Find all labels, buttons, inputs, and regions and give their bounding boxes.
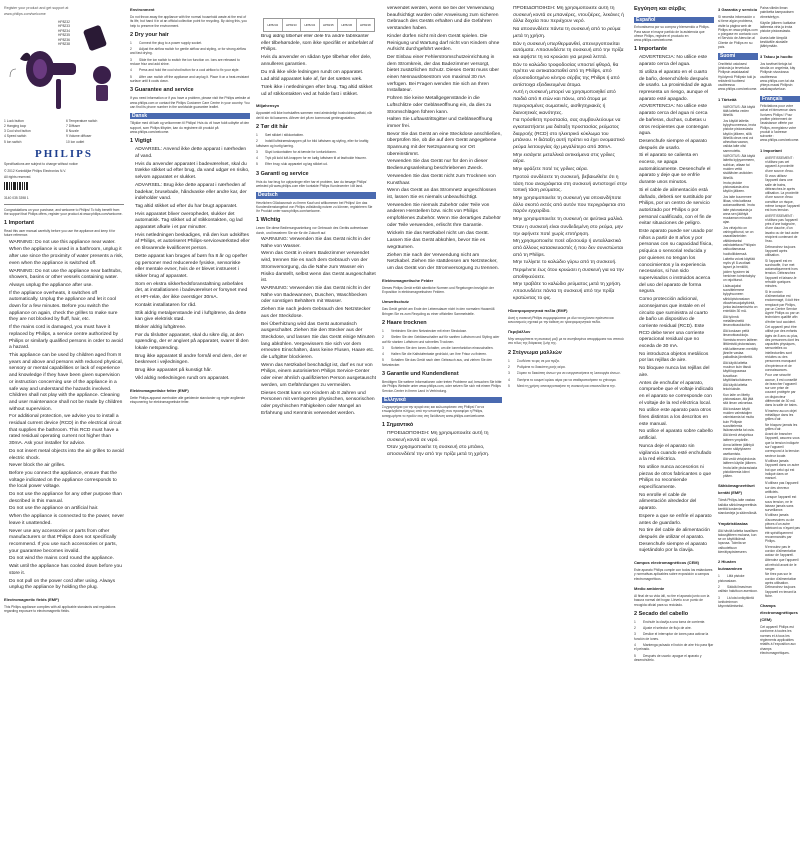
- step: 2 Ρυθμίστε το διακόπτη ροής αέρα.: [508, 365, 566, 370]
- list-item: • Älä koskaan peitä ilmanottoaukkoja.: [723, 329, 758, 338]
- section-title: 1 Tärkeää: [718, 96, 737, 102]
- list-item: • If the mains cord is damaged, you must have it replaced by Philips, a service centre authorized by Philips or similarly qualified persons in order to avoid a hazard.: [9, 325, 124, 352]
- list-item: • Μη χρησιμοποιείτε ποτέ αξεσουάρ ή ανταλλακτικά από άλλους κατασκευαστές ή που δεν συνιστώνται από τη Philips.: [513, 239, 628, 259]
- list-item: • Για πρόσθετη προστασία, σας συμβουλεύουμε να εγκαταστήσετε μια διάταξη προστασίας ρεύματος διαρροής (RCD) στο ηλεκτρικό κύκλωμα του μπάνιου. Η διάταξη αυτή πρέπει να έχει ονομαστικό ρεύμα λειτουργίας όχι μεγαλύτερο από 30mA.: [513, 118, 628, 152]
- list-item: • Brug ikke apparatet på kunstigt hår.: [135, 368, 250, 375]
- section-title: 2 Στέγνωμα μαλλιών: [508, 349, 562, 356]
- list-item: • Hvis netledningen beskadiges, må den kun udskiftes af Philips, et autoriseret Philips-serviceværksted eller en tilsvarende kvalificeret person.: [135, 233, 250, 253]
- column-4: [382, 6, 502, 845]
- list-item: • Μην χρησιμοποιείτε τη συσκευή για οποιονδήποτε άλλο σκοπό εκτός από αυτόν που περιγράφεται στο παρόν εγχειρίδιο.: [513, 196, 628, 216]
- emf-text: Dieses Philips Gerät erfüllt sämtliche Normen und Regelungen bezüglich der Exposition in elektromagnetischen Feldern.: [382, 285, 494, 295]
- emf-text: Dette Philips-apparat overholder alle gældende standarder og regler angående eksponering for elektromagnetiske felter.: [130, 395, 246, 404]
- section-title: 2 Dry your hair: [130, 31, 169, 38]
- step: 4 Press and hold the cool shot button for a cool airflow to fix your style.: [130, 68, 240, 73]
- list-item: • Anna laitteen jäähtyä ennen säilytykseen asettamista.: [723, 443, 758, 456]
- section-title: 2 Haare trocknen: [382, 319, 427, 326]
- list-item: • Do not insert metal objects into the air grilles to avoid electric shock.: [9, 449, 124, 462]
- section-title: 2 Secado del cabello: [634, 610, 689, 617]
- spanish-intro: Enhorabuena por su compra y bienvenido a Philips. Para sacar el mayor partido de la asistencia que ofrece Philips, registre el producto en www.philips.com/welcome.: [634, 25, 710, 43]
- list-item: • Να αποσυνδέετε πάντα τη συσκευή από το ρεύμα μετά τη χρήση.: [513, 27, 628, 40]
- step: 2 Ajuste el selector de flujo de aire.: [634, 626, 692, 631]
- step: Käytön jälkeen: katkaise laitteesta virta ja irrota pistoke pistorasiasta.: [760, 20, 796, 34]
- section-title: 2 Hiusten kuivaaminen: [718, 559, 743, 572]
- step: 4 Πατήστε το κουμπί κρύου αέρα για να σταθεροποιήσετε το χτένισμα.: [508, 377, 617, 382]
- list-item: • Verwenden Sie das Gerät nicht zum Trocknen von Kunsthaar.: [387, 174, 502, 187]
- section-title: Ympäristöasiaa: [718, 520, 748, 526]
- list-item: • Si el aparato se calienta en exceso, se apaga automáticamente. Desenchufe el aparato y deje que se enfríe durante unos minutos.: [639, 153, 714, 187]
- list-item: • Führen Sie keine Metallgegenstände in die Luftschlitze oder Gebläseöffnung ein, da dies zu Stromschlägen führen kann.: [387, 96, 502, 116]
- model-cell: HP8238: [359, 23, 371, 27]
- section-title: 1 Important: [760, 147, 782, 153]
- list-item: • N'utilisez jamais d'accessoires ou de pièces d'un autre fabricant ou n'ayant pas été spécifiquement recommandés par Philips.: [765, 513, 800, 543]
- list-item: • Αυτή η συσκευή μπορεί να χρησιμοποιηθεί από παιδιά από 8 ετών και πάνω, από άτομα με περιορισμένες σωματικές, αισθητηριακές ή διανοητικές ικανότητες.: [513, 90, 628, 117]
- list-item: • Εάν το καλώδιο τροφοδοσίας υποστεί φθορά, θα πρέπει να αντικατασταθεί από τη Philips, από εξουσιοδοτημένο κέντρο σέρβις της Philips ή από αντίστοιχα εξειδικευμένα άτομα.: [513, 63, 628, 90]
- list-item: • When the appliance is used in a bathroom, unplug it after use since the proximity of water presents a risk, even when the appliance is switched off.: [9, 247, 124, 267]
- section-title: Περιβάλλον: [508, 329, 531, 335]
- step: 2 Adjust the airflow switch for gentle airflow and styling, or for strong airflow and fast drying.: [130, 47, 247, 56]
- section-title: 1 Important: [4, 220, 34, 227]
- list-item: • Træk ikke i netledningen efter brug. Tag altid stikket ud af stikkontakten ved at holde fast i stikket.: [261, 85, 376, 98]
- list-item: • ADVARSEL: Anvend ikke dette apparat i nærheden af vand.: [135, 147, 250, 160]
- list-item: • Μην τραβάτε το καλώδιο ρεύματος μετά τη χρήση. Αποσυνδέετε πάντα τη συσκευή από την πρίζα κρατώντας το φις.: [513, 282, 628, 302]
- list-item: • Si le cordon d'alimentation est endommagé, il doit être remplacé par Philips, par un Centre Service Agréé Philips ou par un technicien qualifié afin d'éviter tout accident.: [765, 290, 800, 324]
- list-item: • Brug aldrig tilbehør eller dele fra andre fabrikanter eller tilbehørsdele, som ikke specifikt er anbefalet af Philips.: [261, 34, 376, 54]
- legend-item: 8 Nozzle: [66, 129, 79, 134]
- wichtig-intro: Lesen Sie diese Bedienungsanleitung vor Gebrauch des Geräts aufmerksam durch, und bewahren Sie sie für die Zukunft auf.: [256, 226, 369, 235]
- language-header: Español: [634, 17, 714, 23]
- emf-text: Tämä Philips-laite vastaa kaikkia sähkömagneettisia kenttiä koskevia standardeja ja säännöksiä.: [718, 498, 758, 516]
- emf-text: Cet appareil Philips est conforme à toutes les normes et à tous les règlements applicables relatifs à l'exposition aux champs électromagnétiques.: [760, 625, 796, 655]
- column-2: [130, 6, 250, 845]
- list-item: • Espere a que se enfríe el aparato antes de guardarlo.: [639, 514, 714, 527]
- list-item: • Ziehen Sie nach der Verwendung nicht am Netzkabel. Ziehen Sie stattdessen am Netzstecker, um das Gerät von der Stromversorgung zu trennen.: [387, 253, 502, 273]
- section-title: Elektromagnetiske felter (EMF): [130, 387, 189, 393]
- environment-text: Älä hävitä laitetta tavallisen talousjätteen mukana, kun se on käyttöikänsä lopussa. Toimita se valtuutettuun kierrätyspisteeseen.: [718, 528, 758, 555]
- list-item: • Der Einbau einer Fehlerstromschutzeinrichtung in dem Stromkreis, der das Badezimmer versorgt, bietet zusätzlichen Schutz. Dieses Gerät muss über einen Nennauslösestrom von maximal 30 mA verfügen. Bei Fragen wenden Sie sich an Ihren Installateur.: [387, 55, 502, 95]
- list-item: • Wenn das Gerät in einem Badezimmer verwendet wird, trennen Sie es nach dem Gebrauch von der Stromversorgung, da die Nähe zum Wasser ein Risiko darstellt, selbst wenn das Gerät ausgeschaltet ist.: [261, 251, 376, 285]
- model-icon-strip: [263, 18, 375, 32]
- list-item: • No utilice el aparato sobre cabello artificial.: [639, 429, 714, 442]
- philips-logo: PHILIPS: [34, 148, 93, 161]
- miljo-text: Apparatet må ikke bortskaffes sammen med almindeligt husholdningsaffald, når det til sin tid kasseres. Aflever det på en kommunal genbrugsstation.: [256, 111, 373, 120]
- english-intro: Congratulations on your purchase, and welcome to Philips! To fully benefit from the support that Philips offers, register your product at www.philips.com/welcome.: [4, 207, 123, 216]
- legend-item: 1 Lock button: [4, 118, 24, 123]
- list-item: • Irrota pistoke pistorasiasta aina käytön jälkeen.: [723, 181, 758, 194]
- dansk-cont-list: [256, 34, 376, 98]
- list-item: • Som en ekstra sikkerhedsforanstaltning anbefales det, at installationen i badeværelset er forsynet med et HFI-relæ, der ikke overstiger 30mA.: [135, 282, 250, 302]
- list-item: • Εάν η συσκευή υπερθερμανθεί, απενεργοποιείται αυτόματα. Αποσυνδέστε τη συσκευή από την πρίζα και αφήστε τη να κρυώσει για μερικά λεπτά.: [513, 42, 628, 62]
- list-item: • Si el cable de alimentación está dañado, deberá ser sustituido por Philips, por un centro de servicio autorizado por Philips o por personal cualificado, con el fin de evitar situaciones de peligro.: [639, 188, 714, 228]
- step: 1 Enchufe la clavija a una toma de corriente.: [634, 619, 706, 624]
- list-item: • Älä kierrä virtajohtoa laitteen ympärille.: [723, 433, 758, 442]
- list-item: • Όταν χρησιμοποιείτε τη συσκευή στο μπάνιο, αποσυνδέετέ την από την πρίζα μετά τη χρήση.: [387, 445, 502, 458]
- product-code: 3140 035 3398 1: [4, 196, 29, 201]
- section-title: Sähkömagneettiset kentät (EMF): [718, 483, 755, 496]
- step: 5 After use: switch off the appliance and unplug it. Place it on a heat-resistant surface until it cools down.: [130, 74, 249, 83]
- step: 5 Schalten Sie das Gerät nach dem Gebrauch aus, und ziehen Sie den Netzstecker.: [382, 358, 492, 367]
- language-header: Français: [760, 96, 800, 102]
- section-title: Ηλεκτρομαγνητικά πεδία (EMF): [508, 307, 568, 313]
- section-title: 2 Tør dit hår: [256, 123, 288, 130]
- list-item: • If the appliance overheats, it switches off automatically. Unplug the appliance and let it cool down for a few minutes. Before you switch the appliance on again, check the grilles to make sure they are not blocked by fluff, hair, etc.: [9, 291, 124, 325]
- model-cell: HP8235: [320, 19, 339, 31]
- list-item: • Verwenden Sie niemals Zubehör oder Teile von anderen Herstellern bzw. nicht von Philips empfohlenes Zubehör. Wenn Sie derartiges Zubehör oder Teile verwenden, erlischt Ihre Garantie.: [387, 203, 502, 230]
- section-title: Champs électromagnétiques (CEM): [760, 603, 798, 623]
- list-item: • Lad altid apparatet køle af, før det sættes væk.: [261, 77, 376, 84]
- important-list: [4, 240, 124, 592]
- list-item: • For additional protection, we advise you to install a residual current device (RCD) in the electrical circuit that supplies the bathroom. This RCD must have a rated residual operating current not higher than 30mA. Ask your installer for advice.: [9, 414, 124, 448]
- list-item: • WARNING: Do not use this appliance near water.: [9, 240, 124, 247]
- list-item: • Attendez que l'appareil ait refroidi avant de le ranger.: [765, 558, 800, 571]
- list-item: • Ne bloquez jamais les grilles d'air.: [765, 423, 800, 432]
- list-item: • Älä työnnä metalliesineitä ilmanottoaukkoihin.: [723, 315, 758, 328]
- step: 4 Mantenga pulsado el botón de aire frío para fijar el peinado.: [634, 643, 714, 652]
- list-item: • Do not pull on the power cord after using. Always unplug the appliance by holding the plug.: [9, 579, 124, 592]
- list-item: • ADVARSEL: Brug ikke dette apparat i nærheden af badekar, brusebade, håndvaske eller andre kar, der indeholder vand.: [135, 183, 250, 203]
- list-item: • N'insérez aucun objet métallique dans les grilles d'air.: [765, 409, 800, 422]
- step: 5 Después de usarlo: apague el aparato y desenchúfelo.: [634, 653, 702, 662]
- list-item: • Antes de enchufar el aparato, compruebe que el voltaje indicado en el aparato se corresponde con el voltaje de la red eléctrica local.: [639, 381, 714, 408]
- step: 5 Μετά τη χρήση: απενεργοποιήστε τη συσκευή και αποσυνδέστε την.: [508, 383, 616, 388]
- model: HP8238: [58, 42, 70, 47]
- deutsch-cont-list: [382, 6, 502, 273]
- list-item: • Este aparato puede ser usado por niños a partir de 8 años y por personas con su capacidad física, psíquica o sensorial reducida y por quienes no tengan los conocimientos y la experiencia necesarios, si han sido supervisados o instruidos acerca del uso del aparato de forma segura.: [639, 229, 714, 296]
- list-item: • Kun laite on liitetty pistorasiaan, älä jätä sitä ilman valvontaa.: [723, 393, 758, 406]
- step: 1 Συνδέστε το φις σε μια πρίζα.: [508, 358, 560, 363]
- emf-text: Este aparato Philips cumple con todos los estándares y normativas aplicables sobre exposición a campos electromagnéticos.: [634, 568, 713, 581]
- step: Paina viileän ilman painiketta kampauksen viimeistelyyn.: [760, 6, 794, 19]
- finnish-intro: Onnittelut ostoksesi johdosta ja tervetuloa Philipsin asiakkaaksi! Hyödynnä Philipsin tuki ja rekisteröi tuotteesi osoitteessa www.philips.com/welcome.: [718, 61, 758, 92]
- list-item: • Wickeln Sie das Netzkabel nicht um das Gerät.: [387, 231, 502, 238]
- model-cell: HP8236: [338, 19, 357, 31]
- language-header: Suomi: [718, 53, 758, 59]
- step: 3 Skyd ionkontakten for at tænde for ionfunktionen.: [256, 149, 337, 154]
- important-intro: Read this user manual carefully before you use the appliance and keep it for future reference.: [4, 229, 116, 238]
- list-item: • Ziehen Sie nach jedem Gebrauch den Netzstecker aus der Steckdose.: [261, 307, 376, 320]
- list-item: • ADVERTENCIA: No utilice este aparato cerca del agua ni cerca de bañeras, duchas, cubetas u otros recipientes que contengan agua.: [639, 104, 714, 138]
- list-item: • Vikl aldrig netledningen rundt om apparatet.: [135, 376, 250, 383]
- language-header: Dansk: [130, 113, 250, 119]
- list-item: • Lisäsuojaksi suosittelemme kylpyhuoneen sähköpistorasiaan vikavirtasuojakytkintä, jonka laukeamisvirta on enintään 30 mA.: [723, 284, 758, 314]
- list-item: • WARNUNG: Verwenden Sie das Gerät nicht in der Nähe von Wasser.: [261, 237, 376, 250]
- language-header: Ελληνικά: [382, 397, 502, 403]
- section-title: Campos electromagnéticos (CEM): [634, 560, 699, 566]
- step: 4 Halten Sie die Kaltstufentaste gedrückt, um Ihre Frisur zu fixieren.: [382, 352, 488, 357]
- list-item: • Μην εισάγετε μεταλλικά αντικείμενα στις γρίλιες αέρα.: [513, 153, 628, 166]
- list-item: • Stik aldrig metalgenstande ind i luftgitrene, da dette kan give elektrisk stød.: [135, 311, 250, 324]
- list-item: • Kinder dürfen nicht mit dem Gerät spielen. Die Reinigung und Wartung darf nicht von Kindern ohne Aufsicht durchgeführt werden.: [387, 34, 502, 54]
- umwelt-text: Das Gerät gehört am Ende der Lebensdauer nicht in den normalen Hausmüll. Bringen Sie es zum Recycling zu einer offiziellen Sammelstelle.: [382, 307, 496, 316]
- section-title: Environment: [130, 7, 155, 12]
- list-item: • Lorsque l'appareil est sous tension, ne le laissez jamais sans surveillance.: [765, 495, 800, 512]
- model-cell: HP8232: [264, 19, 283, 31]
- list-item: • Jos laite kuumenee liikaa, virta katkeaa automaattisesti. Irrota laite pistorasiasta ja anna sen jäähtyä muutaman minuutin ajan.: [723, 195, 758, 225]
- column-3: [256, 34, 376, 845]
- legend-item: 10 Ion outlet: [66, 139, 85, 144]
- step: 2 Stellen Sie den Gebläseschalter auf für sanften Luftstrom und Styling oder auf für starken Luftstrom und schnelles Trocknen.: [382, 335, 500, 344]
- list-item: • AVERTISSEMENT : n'utilisez pas l'appareil près d'une baignoire, d'une douche, d'un lavabo ou de tout autre récipient contenant de l'eau.: [765, 214, 800, 244]
- list-item: • Μην τυλίγετε το καλώδιο γύρω από τη συσκευή.: [513, 260, 628, 267]
- list-item: • Desenchufe siempre el aparato después de usarlo.: [639, 139, 714, 152]
- list-item: • Älä käytä laitetta muuhun kuin tässä käyttöoppaassa kuvattuun käyttötarkoitukseen.: [723, 361, 758, 382]
- model-cell: HP8234: [301, 19, 320, 31]
- section-title: Miljøhensyn: [256, 103, 280, 109]
- list-item: • Älä vedä virtajohdosta laitteen käytön jälkeen. Irrota laite pistorasiasta pistokkeesta kiinni pitäen.: [723, 457, 758, 478]
- section-title: Elektromagnetische Felder: [382, 277, 434, 283]
- model: HP8232: [58, 20, 70, 24]
- copyright: © 2012 Koninklijke Philips Electronics N.V.: [4, 168, 67, 173]
- list-item: • Lassen Sie das Gerät abkühlen, bevor Sie es wegräumen.: [387, 238, 502, 251]
- list-item: • Cet appareil peut être utilisé par des enfants âgés de 8 ans ou plus, des personnes dont les capacités physiques, sensorielles ou intellectuelles sont réduites ou des personnes manquant d'expérience et de connaissances.: [765, 325, 800, 372]
- language-header: Deutsch: [256, 192, 376, 198]
- legend-item: 6 Temperature switch: [66, 118, 98, 123]
- list-item: • Bei Überhitzung wird das Gerät automatisch ausgeschaltet. Ziehen Sie den Stecker aus der Steckdose, und lassen Sie das Gerät einige Minuten lang abkühlen. Vergewissern Sie sich vor dem erneuten Einschalten, dass keine Flusen, Haare etc. die Luftgitter blockieren.: [261, 322, 376, 362]
- list-item: • Wenn das Gerät an das Stromnetz angeschlossen ist, lassen Sie es niemals unbeaufsichtigt.: [387, 188, 502, 201]
- step: 1 Verbinden Sie den Netzstecker mit einer Steckdose.: [382, 328, 468, 333]
- garanti-text: Hvis du har brug for oplysninger eller har et problem, kan du besøge Philips' websted på www.philips.com eller kontakte Philips Kundecenter i dit land.: [256, 179, 367, 188]
- section-title: Electromagnetic fields (EMF): [4, 596, 59, 602]
- list-item: • Dieses Gerät kann von Kindern ab 8 Jahren und Personen mit verringerten physischen, sensorischen oder psychischen Fähigkeiten oder Mangel an Erfahrung und Kenntnis verwendet werden.: [261, 391, 376, 418]
- list-item: • No enrolle el cable de alimentación alrededor del aparato.: [639, 493, 714, 513]
- list-item: • N'utilisez jamais l'appareil dans un autre but que celui qui est indiqué dans ce manuel.: [765, 459, 800, 480]
- spec-note: Specifications are subject to change without notice: [4, 162, 78, 167]
- list-item: • Kontakt installatøren for råd.: [135, 303, 250, 310]
- step: 4 Tryk på kold luft-knappen for en kølig luftstrøm til at fastholde frisuren.: [256, 156, 367, 161]
- list-item: • Always unplug the appliance after use.: [9, 283, 124, 290]
- step: 5 Efter brug: sluk apparatet og tag stikket ud.: [256, 162, 328, 167]
- list-item: • No utilice nunca accesorios ni piezas de otros fabricantes o que Philips no recomiende específicamente.: [639, 465, 714, 492]
- step: 2 Indstil luftstrømsknappen på for blid luftstrøm og styling, eller for kraftig luftstrøm og hurtig tørring.: [256, 139, 369, 148]
- list-item: • Μην χρησιμοποιείτε τη συσκευή σε ψεύτικα μαλλιά.: [513, 217, 628, 224]
- column-8: [760, 6, 800, 845]
- section-title: 3 Guarantee and service: [130, 87, 194, 94]
- step: Aseta laite lämpöä kestävälle alustalle jäähtymään.: [760, 35, 788, 49]
- spanish-list: [634, 55, 714, 555]
- section-title: 3 Garanti og service: [256, 170, 309, 177]
- list-item: • Προτού συνδέσετε τη συσκευή, βεβαιωθείτε ότι η τάση που αναγράφεται στη συσκευή αντιστοιχεί στην τοπική τάση ρεύματος.: [513, 175, 628, 195]
- greek-list: [382, 431, 502, 459]
- section-title: Medio ambiente: [634, 586, 665, 591]
- section-title: 3 Garantía y servicio: [718, 7, 758, 12]
- list-item: • Si utiliza el aparato en el cuarto de baño, desenchúfelo después de usarlo. La proximidad de agua representa un riesgo, aunque el aparato esté apagado.: [639, 70, 714, 104]
- list-item: • This appliance can be used by children aged from 8 years and above and persons with reduced physical, sensory or mental capabilities or lack of experience and knowledge if they have been given supervision or instruction concerning use of the appliance in a safe way and understand the hazards involved. Children shall not play with the appliance. Cleaning and user maintenance shall not be made by children without supervision.: [9, 353, 124, 413]
- list-item: • Never use any accessories or parts from other manufacturers or that Philips does not specifically recommend. If you use such accessories or parts, your guarantee becomes invalid.: [9, 529, 124, 556]
- greek-intro: Συγχαρητήρια για την αγορά σας και καλωσορίσατε στη Philips! Για να επωφεληθείτε πλήρως από την υποστήριξη που προσφέρει η Philips, καταχωρήστε το προϊόν σας στη διεύθυνση www.philips.com/welcome.: [382, 405, 486, 418]
- list-item: • N'enroulez pas le cordon d'alimentation autour de l'appareil.: [765, 545, 800, 558]
- garantie-text: Benötigen Sie weitere Informationen oder treten Probleme auf, besuchen Sie bitte die Philips Website unter www.philips.com, oder setzen Sie sich mit einem Philips Service-Center in Ihrem Land in Verbindung.: [382, 379, 502, 393]
- list-item: • No bloquee nunca las rejillas del aire.: [639, 366, 714, 379]
- list-item: • Laitetta voivat käyttää myös yli 8-vuotiaat lapset ja henkilöt, joiden fyysinen tai henkinen toimintakyky on rajoittunut.: [723, 257, 758, 283]
- list-item: • Avant de brancher l'appareil, assurez-vous que la tension indiquée sur l'appareil correspond à la tension secteur locale.: [765, 432, 800, 458]
- list-item: • verwendet werden, wenn sie bei der Verwendung beaufsichtigt wurden oder Anweisung zum sicheren Gebrauch des Geräts erhalten und die Gefahren verstanden haben.: [387, 6, 502, 33]
- list-item: • Como protección adicional, aconsejamos que instale en el circuito que suministra al cuarto de baño un dispositivo de corriente residual (RCD). Este RCD debe tener una corriente operacional residual que no exceda de 30 mA.: [639, 297, 714, 351]
- finnish-list: [718, 105, 758, 479]
- section-title: 1 Vigtigt: [130, 138, 152, 145]
- greek-cont-list: [508, 6, 628, 303]
- list-item: • AVERTISSEMENT : n'utilisez pas cet appareil à proximité d'une source d'eau.: [765, 156, 800, 173]
- divider: [4, 204, 124, 205]
- list-item: • ADVERTENCIA: No utilice este aparato cerca del agua.: [639, 55, 714, 68]
- model: HP8236: [58, 37, 70, 42]
- rights: All rights reserved.: [4, 174, 32, 179]
- list-item: • Tag altid stikket ud efter du har brugt apparatet.: [135, 204, 250, 211]
- list-item: • Bevor Sie das Gerät an eine Steckdose anschließen, überprüfen Sie, ob die auf dem Gerät angegebene Spannung mit der Netzspannung vor Ort übereinstimmt.: [387, 132, 502, 159]
- legend-item: 9 Volume diffuser: [66, 134, 92, 139]
- step: 3 Slide the ion switch to switch the ion function on. Ions are released to reduce frizz and add shine.: [130, 57, 240, 67]
- column-1: [4, 6, 124, 845]
- emf-text: This Philips appliance complies with all applicable standards and regulations regarding exposure to electromagnetic fields.: [4, 604, 116, 614]
- section-title: Εγγύηση και σέρβις: [634, 6, 686, 12]
- list-item: • Do not wind the mains cord round the appliance.: [9, 556, 124, 563]
- list-item: • No tire del cable de alimentación después de utilizar el aparato. Desenchufe siempre el aparato sujetándolo por la clavija.: [639, 528, 714, 555]
- legend-item: 4 Speed switch: [4, 134, 27, 139]
- list-item: • Verwenden Sie das Gerät nur für den in dieser Bedienungsanleitung beschriebenen Zweck.: [387, 159, 502, 172]
- section-title: Umweltschutz: [382, 299, 409, 305]
- list-item: • Hvis apparatet bliver overophedet, slukker det automatisk. Tag stikket ud af stikkontakten, og lad apparatet afkøle i et par minutter.: [135, 212, 250, 232]
- legend-item: 3 Cool shot button: [4, 129, 31, 134]
- section-title: 1 Σημαντικό: [382, 422, 414, 429]
- list-item: • Wait until the appliance has cooled down before you store it.: [9, 564, 124, 577]
- list-item: • Si vous utilisez l'appareil dans une salle de bains, débranchez-le après utilisation. La proximité d'une source d'eau constitue un risque, même lorsque l'appareil est hors tension.: [765, 174, 800, 213]
- hair-dryer-illustration: [4, 19, 124, 111]
- french-intro: Félicitations pour votre achat et bienvenue dans l'univers Philips ! Pour profiter pleinement de l'assistance offerte par Philips, enregistrez votre produit à l'adresse suivante : www.philips.com/welcome.: [760, 104, 800, 143]
- list-item: • Nunca deje el aparato sin vigilancia cuando esté enchufado a la red eléctrica.: [639, 444, 714, 464]
- list-item: • Hvis du anvender en sådan type tilbehør eller dele, annulleres garantien.: [261, 55, 376, 68]
- column-7: [718, 6, 758, 845]
- dansk-intro: Tillykke med dit køb og velkommen til Philips! Hvis du vil have fuldt udbytte af den support, som Philips tilbyder, kan du registrere dit produkt på www.philips.com/welcome.: [130, 121, 250, 135]
- list-item: • Never block the air grilles.: [9, 463, 124, 470]
- list-item: • Before you connect the appliance, ensure that the voltage indicated on the appliance corresponds to the local power voltage.: [9, 471, 124, 491]
- environment-text: Do not throw away the appliance with the normal household waste at the end of its life, but hand it in at an official collection point for recycling. By doing this, you help to preserve the environment.: [130, 15, 247, 28]
- guarantee-text: If you need information or if you have a problem, please visit the Philips website at www.philips.com or contact the Philips Customer Care Centre in your country. You can find its phone number in the worldwide guarantee leaflet.: [130, 96, 250, 109]
- list-item: • N'utilisez pas l'appareil sur des cheveux artificiels.: [765, 481, 800, 494]
- list-item: • Si l'appareil est en surchauffe, il se met automatiquement hors tension. Débranchez l'appareil et laissez-le refroidir quelques minutes.: [765, 259, 800, 289]
- model: HP8234: [58, 28, 70, 33]
- section-title: 3 Garantie und Kundendienst: [382, 370, 459, 377]
- list-item: • Hvis du anvender apparatet i badeværelset, skal du trække stikket ud efter brug, da vand udgør en risiko, selvom apparatet er slukket.: [135, 162, 250, 182]
- list-item: • Jos virtajohto on vahingoittunut, se on vaaratilanteiden välttämiseksi vaihdatettava Philipsin valtuuttamassa huoltoliikkeessä.: [723, 226, 758, 256]
- list-item: • Bloker aldrig luftgitrene.: [135, 325, 250, 332]
- list-item: • ΠΡΟΕΙΔΟΠΟΙΗΣΗ: Μη χρησιμοποιείτε αυτή τη συσκευή κοντά σε μπανιέρες, ντουζιέρες, λεκάνες ή άλλα δοχεία που περιέχουν νερό.: [513, 6, 628, 26]
- emf-text: Αυτή η συσκευή Philips συμμορφώνεται με όλα τα ισχύοντα πρότυπα και κανονισμούς σχετικά με την έκθεση σε ηλεκτρομαγνητικά πεδία.: [508, 315, 614, 324]
- section-title: 1 Wichtig: [256, 217, 281, 224]
- list-item: • When the appliance is connected to the power, never leave it unattended.: [9, 514, 124, 527]
- list-item: • No introduzca objetos metálicos por las rejillas de aire.: [639, 352, 714, 365]
- model: HP8235: [58, 33, 70, 38]
- step: 1 Sæt stikket i stikkontakten.: [256, 132, 305, 137]
- list-item: • Brug ikke apparatet til andre formål end dem, der er beskrevet i vejledningen.: [135, 354, 250, 367]
- list-item: • ΠΡΟΕΙΔΟΠΟΙΗΣΗ: Μη χρησιμοποιείτε αυτή τη συσκευή κοντά σε νερό.: [387, 431, 502, 444]
- wichtig-list: [256, 237, 376, 417]
- step: 3 Σύρετε το διακόπτη ιόντων για να ενεργοποιήσετε τη λειτουργία ιόντων.: [508, 371, 621, 376]
- list-item: • Pour une sécurité accrue, il est conseillé de brancher l'appareil sur une prise de courant protégée par un disjoncteur différentiel de 30 mA dans la salle de bains.: [765, 373, 800, 407]
- list-item: • Wenn das Netzkabel beschädigt ist, darf es nur von Philips, einem autorisierten Philips Service-Center oder einer ähnlich qualifizierten Person ausgetauscht werden, um Gefährdungen zu vermeiden.: [261, 363, 376, 390]
- section-title: 3 Takuu ja huolto: [760, 53, 793, 59]
- section-title: 1 Importante: [634, 46, 668, 53]
- vigtigt-list: [130, 147, 250, 382]
- list-item: • Halten Sie Luftaustrittsgitter und Gebläseöffnung immer frei.: [387, 117, 502, 130]
- parts-legend: [4, 119, 124, 144]
- list-item: • Do not use the appliance for any other purpose than described in this manual.: [9, 492, 124, 505]
- list-item: • Før du tilslutter apparatet, skal du sikre dig, at den spænding, der er angivet på apparatet, svarer til den lokale netspænding.: [135, 333, 250, 353]
- list-item: • Älä käytä laitetta tekohiuksiin.: [723, 383, 758, 392]
- step: 2 Säädä ilmavirran valitsin haluttuun asentoon.: [718, 584, 758, 594]
- legend-item: 7 Diffuser: [66, 123, 81, 128]
- garantia-text: Si necesita información o si tiene algún problema, visite la página web de Philips en www.philips.com o póngase en contacto con el Servicio de Atención al Cliente de Philips en su país.: [718, 15, 758, 50]
- column-6: [634, 6, 714, 845]
- list-item: • Περιμένετε έως ότου κρυώσει η συσκευή για να την αποθηκεύσετε.: [513, 268, 628, 281]
- list-item: • WARNING: Do not use the appliance near bathtubs, showers, basins or other vessels containing water.: [9, 269, 124, 282]
- list-item: • Du må ikke vikle ledningen rundt om apparatet.: [261, 70, 376, 77]
- barcode-graphic: [4, 182, 124, 190]
- list-item: • Μην φράζετε ποτέ τις γρίλιες αέρα.: [513, 167, 628, 174]
- column-5: [508, 6, 628, 845]
- model-cell: HP8233: [283, 19, 302, 31]
- step: 1 Connect the plug to a power supply socket.: [130, 40, 203, 45]
- list-item: • Älä koskaan käytä muiden valmistajien valmistamia tai muita kuin Philipsin suosittelemia lisävarusteita tai osia.: [723, 407, 758, 433]
- list-item: • Jos käytät laitetta kylpyhuoneessa, irrota pistoke pistorasiasta käytön jälkeen, sillä lähellä oleva vesi voi aiheuttaa vaaran, vaikka laite olisi sammutettu.: [723, 119, 758, 153]
- model: HP8233: [58, 24, 70, 29]
- environment-text: Μην απορρίπτετε τη συσκευή μαζί με τα συνηθισμένα απορρίμματα του σπιτιού στο τέλος της διάρκειας ζωής της.: [508, 337, 624, 346]
- list-item: • VAROITUS: Älä käytä tätä laitetta veden lähellä.: [723, 105, 758, 118]
- list-item: • VAROITUS: Älä käytä laitetta kylpyammeen, suihkun, altaan tai muiden vettä sisältävien astioiden lähellä.: [723, 154, 758, 180]
- takuu-text: Jos tarvitset tietoja tai sinulla on ongelmia, käy Philipsin sivustossa osoitteessa www.philips.com tai ota yhteys maasi Philipsin asiakaspalveluun.: [760, 61, 796, 92]
- step: 3 Deslice el interruptor de iones para activar la función de iones.: [634, 632, 709, 641]
- french-list: [760, 156, 800, 598]
- list-item: • Varmista ennen laitteen liittämistä pistorasiaan, että laitteeseen merkitty jännite vastaa paikallista jännitettä.: [723, 338, 758, 359]
- list-item: • Dette apparat kan bruges af børn fra 8 år og opefter og personer med reducerede fysiske, sensoriske eller mentale evner, hvis de er blevet instrueret i sikker brug af apparatet.: [135, 254, 250, 281]
- list-item: • Débranchez toujours l'appareil après utilisation.: [765, 245, 800, 258]
- list-item: • Όταν η συσκευή είναι συνδεδεμένη στο ρεύμα, μην την αφήνετε ποτέ χωρίς επιτήρηση.: [513, 225, 628, 238]
- deutsch-intro: Herzlichen Glückwunsch zu Ihrem Kauf und willkommen bei Philips! Um das Kundendienstangebot von Philips vollständig nutzen zu können, registrieren Sie Ihr Produkt unter www.philips.com/welcome.: [256, 200, 373, 214]
- environment-text: Al final de su vida útil, no tire el aparato junto con la basura normal del hogar. Llévelo a un punto de recogida oficial para su reciclado.: [634, 594, 710, 607]
- list-item: • No utilice este aparato para otros fines distintos a los descritos en este manual.: [639, 408, 714, 428]
- legend-item: 2 Hanging loop: [4, 123, 27, 128]
- list-item: • WARNUNG: Verwenden Sie das Gerät nicht in der Nähe von Badewannen, Duschen, Waschbecken oder sonstigen Behältern mit Wasser.: [261, 286, 376, 306]
- register-line: Register your product and get support at: [4, 6, 69, 10]
- list-item: • Ne tirez pas sur le cordon d'alimentation après utilisation. Débranchez toujours l'appareil en tenant la fiche.: [765, 572, 800, 598]
- step: 3 Schieben Sie den Ionen-Schalter, um die Ionenfunktion einzuschalten.: [382, 345, 494, 350]
- step: 3 Liu'uta ionikytkintä ionitoiminnon käynnistämiseksi.: [718, 595, 754, 609]
- step: 1 Liitä pistoke pistorasiaan.: [718, 574, 745, 583]
- register-url: www.philips.com/welcome: [4, 12, 46, 17]
- list-item: • Do not use the appliance on artificial hair.: [9, 506, 124, 513]
- legend-item: 5 Ion switch: [4, 139, 22, 144]
